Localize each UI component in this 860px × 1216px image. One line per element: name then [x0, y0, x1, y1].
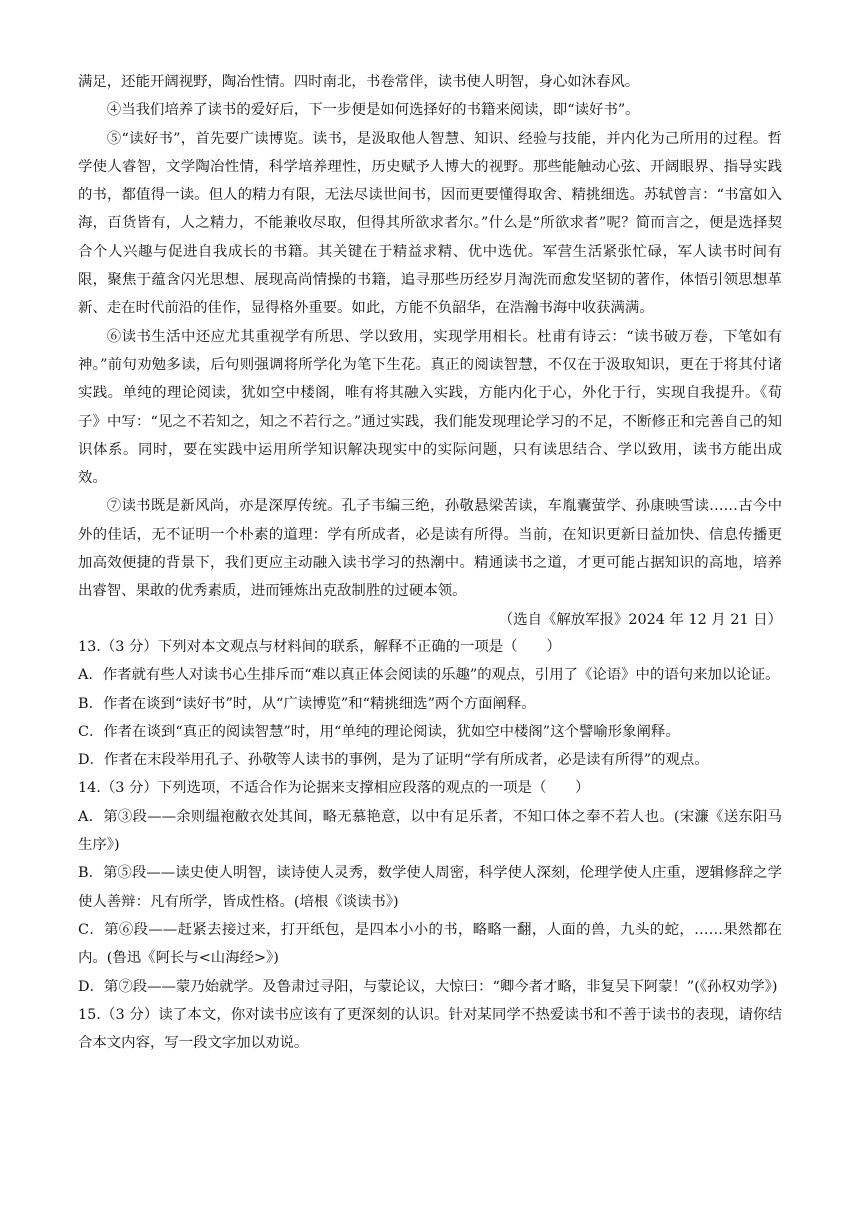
question-13-option-c: C．作者在谈到“真正的阅读智慧”时，用“单纯的理论阅读，犹如空中楼阁”这个譬喻形象阐释。: [78, 723, 680, 740]
question-13-option-d: D．作者在末段举用孔子、孙敬等人读书的事例，是为了证明“学有所成者，必是读有所得”的观点。: [78, 752, 709, 769]
paragraph-3-tail: 满足，还能开阔视野，陶冶性情。四时南北，书卷常伴，读书使人明智，身心如沐春风。: [78, 74, 640, 90]
article-source: （选自《解放军报》2024 年 12 月 21 日）: [498, 611, 782, 628]
question-15: [78, 1001, 782, 1058]
question-13-option-a: A．作者就有些人对读书心生排斥而“难以真正体会阅读的乐趣”的观点，引用了《论语》中的语句来加以论证。: [78, 667, 780, 684]
questions-section: [78, 633, 782, 1057]
question-13: [78, 633, 782, 774]
question-14-option-c: C．第⑥段——赶紧去接过来，打开纸包，是四本小小的书，略略一翻，人面的兽，九头的蛇，……果然都在内。(鲁迅《阿长与<山海经>》): [78, 921, 782, 967]
question-14-stem: 14.（3 分）下列选项，不适合作为论据来支撑相应段落的观点的一项是（ ）: [78, 780, 590, 797]
question-14-option-d: D．第⑦段——蒙乃始就学。及鲁肃过寻阳，与蒙论议，大惊曰：“卿今者才略，非复吴下阿蒙！”(《孙权劝学》): [78, 978, 778, 995]
question-14-option-a: A．第③段——余则缊袍敝衣处其间，略无慕艳意，以中有足乐者，不知口体之奉不若人也。(宋濂《送东阳马生序》): [78, 808, 782, 854]
article-body: [78, 68, 782, 634]
paragraph-5: ⑤“读好书”，首先要广读博览。读书，是汲取他人智慧、知识、经验与技能，并内化为己所用的过程。哲学使人睿智，文学陶冶性情，科学培养理性，历史赋予人博大的视野。那些能触动心弦、开阔眼界、指导实践的书，都值得一读。但人的精力有限，无法尽读世间书，因而更要懂得取舍、精挑细选。苏轼曾言：“书富如入海，百货皆有，人之精力，不能兼收尽取，但得其所欲求者尔。”什么是“所欲求者”呢？简而言之，便是选择契合个人兴趣与促进自我成长的书籍。其关键在于精益求精、优中选优。军营生活紧张忙碌，军人读书时间有限，聚焦于蕴含闪光思想、展现高尚情操的书籍，追寻那些历经岁月淘洗而愈发坚韧的著作，体悟引领思想革新、走在时代前沿的佳作，显得格外重要。如此，方能不负韶华，在浩瀚书海中收获满满。: [78, 130, 782, 317]
question-15-stem: 15.（3 分）读了本文，你对读书应该有了更深刻的认识。针对某同学不热爱读书和不善于读书的表现，请你结合本文内容，写一段文字加以劝说。: [78, 1006, 782, 1052]
question-13-option-b: B．作者在谈到“读好书”时，从“广读博览”和“精挑细选”两个方面阐释。: [78, 695, 536, 712]
paragraph-4: ④当我们培养了读书的爱好后，下一步便是如何选择好的书籍来阅读，即“读好书”。: [106, 102, 640, 119]
question-14: [78, 774, 782, 1000]
question-14-option-b: B．第⑤段——读史使人明智，读诗使人灵秀，数学使人周密，科学使人深刻，伦理学使人庄重，逻辑修辞之学使人善辩：凡有所学，皆成性格。(培根《谈读书》): [78, 865, 782, 910]
paragraph-6: ⑥读书生活中还应尤其重视学有所思、学以致用，实现学用相长。杜甫有诗云：“读书破万卷，下笔如有神。”前句劝勉多读，后句则强调将所学化为笔下生花。真正的阅读智慧，不仅在于汲取知识，更在于将其付诸实践。单纯的理论阅读，犹如空中楼阁，唯有将其融入实践，方能内化于心，外化于行，实现自我提升。《荀子》中写：“见之不若知之，知之不若行之。”通过实践，我们能发现理论学习的不足，不断修正和完善自己的知识体系。同时，要在实践中运用所学知识解决现实中的实际问题，只有读思结合、学以致用，读书方能出成效。: [78, 328, 782, 487]
paragraph-7: ⑦读书既是新风尚，亦是深厚传统。孔子韦编三绝，孙敬悬梁苦读，车胤囊萤学、孙康映雪读……古今中外的佳话，无不证明一个朴素的道理：学有所成者，必是读有所得。当前，在知识更新日益加快、信息传播更加高效便捷的背景下，我们更应主动融入读书学习的热潮中。精通读书之道，才更可能占据知识的高地，培养出睿智、果敢的优秀素质，进而锤炼出克敌制胜的过硬本领。: [78, 498, 782, 600]
question-13-stem: 13.（3 分）下列对本文观点与材料间的联系，解释不正确的一项是（ ）: [78, 639, 561, 655]
